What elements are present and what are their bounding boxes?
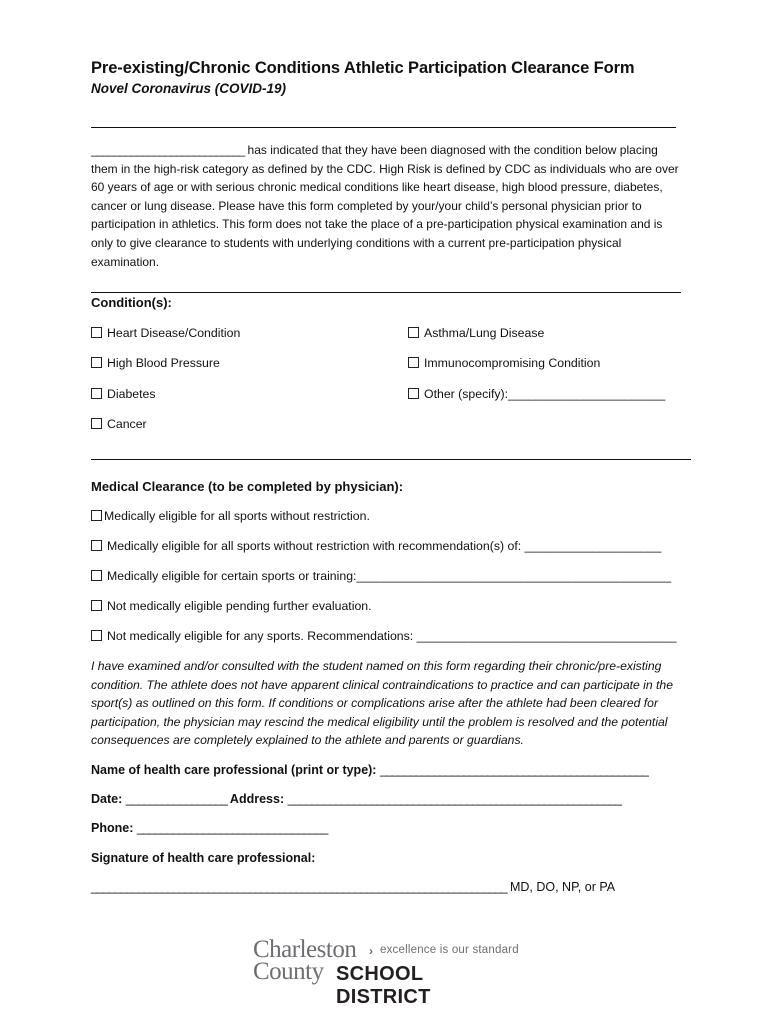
district-logo [253, 936, 523, 1008]
clearance-option-eligible-all[interactable]: Medically eligible for all sports without restriction. [91, 509, 370, 523]
form-title: Pre-existing/Chronic Conditions Athletic Participation Clearance Form [91, 59, 635, 77]
student-name-blank[interactable]: ___________________________ [91, 143, 245, 157]
phone-input[interactable]: ________________________________ [136, 821, 328, 835]
condition-heart-disease[interactable]: Heart Disease/Condition [91, 326, 240, 340]
clearance-option-pending-evaluation[interactable]: Not medically eligible pending further evaluation. [91, 599, 372, 613]
clearance-option-eligible-recommendations[interactable]: Medically eligible for all sports without restriction with recommendation(s) of: ____________________ [91, 539, 661, 553]
condition-high-blood-pressure[interactable]: High Blood Pressure [91, 356, 220, 370]
form-subtitle: Novel Coronavirus (COVID-19) [91, 81, 287, 96]
condition-other-specify[interactable]: Other (specify):_______________________ [408, 387, 665, 401]
checkbox-icon[interactable] [91, 630, 102, 641]
checkbox-icon[interactable] [91, 357, 102, 368]
checkbox-icon[interactable] [91, 570, 102, 581]
professional-name-label: Name of health care professional (print or type): [91, 763, 380, 777]
checkbox-icon[interactable] [91, 388, 102, 399]
logo-arrow-icon: › [369, 944, 373, 958]
date-label: Date: [91, 792, 126, 806]
condition-immunocompromising[interactable]: Immunocompromising Condition [408, 356, 600, 370]
checkbox-icon[interactable] [91, 418, 102, 429]
clearance-heading: Medical Clearance (to be completed by physician): [91, 479, 404, 494]
phone-field [91, 821, 327, 835]
checkbox-icon[interactable] [91, 510, 102, 521]
logo-tagline: excellence is our standard [380, 944, 519, 956]
checkbox-icon[interactable] [91, 540, 102, 551]
professional-name-input[interactable]: _____________________________________________ [379, 763, 648, 777]
signature-label: Signature of health care professional: [91, 851, 316, 865]
intro-paragraph [91, 141, 686, 271]
signature-credentials: MD, DO, NP, or PA [506, 880, 616, 894]
divider-clearance [91, 459, 691, 460]
condition-asthma-lung[interactable]: Asthma/Lung Disease [408, 326, 544, 340]
checkbox-icon[interactable] [408, 327, 419, 338]
date-input[interactable]: _________________ [125, 792, 227, 806]
phone-label: Phone: [91, 821, 137, 835]
logo-county: County [253, 958, 324, 985]
condition-cancer[interactable]: Cancer [91, 417, 147, 431]
checkbox-icon[interactable] [91, 327, 102, 338]
checkbox-icon[interactable] [408, 388, 419, 399]
divider-top [91, 127, 676, 128]
signature-field [91, 880, 615, 894]
checkbox-icon[interactable] [91, 600, 102, 611]
conditions-heading: Condition(s): [91, 295, 172, 310]
date-address-field [91, 792, 621, 806]
logo-charleston: Charleston [253, 936, 357, 963]
clearance-option-eligible-certain[interactable]: Medically eligible for certain sports or training:______________________________________________ [91, 569, 671, 583]
logo-school-district: SCHOOL DISTRICT [336, 963, 431, 1008]
address-input[interactable]: ________________________________________________________ [287, 792, 621, 806]
physician-statement: I have examined and/or consulted with the student named on this form regarding their chronic/pre-existing condition. The athlete does not have apparent clinical contraindications to practice and can participate in the sport(s) as outlined on this form. If conditions or complications arise after the athlete had been cleared for participation, the physician may rescind the medical eligibility until the problem is resolved and the potential consequences are completely explained to the athlete and parents or guardians. [91, 659, 673, 748]
signature-input[interactable]: _______________________________________________________________________ [91, 880, 507, 894]
clearance-option-not-eligible[interactable]: Not medically eligible for any sports. Recommendations: ______________________________________ [91, 629, 677, 643]
condition-diabetes[interactable]: Diabetes [91, 387, 156, 401]
checkbox-icon[interactable] [408, 357, 419, 368]
professional-name-field [91, 763, 648, 777]
divider-conditions [91, 292, 681, 293]
address-label: Address: [226, 792, 288, 806]
intro-text: has indicated that they have been diagnosed with the condition below placing them in the high-risk category as defined by the CDC. High Risk is defined by CDC as individuals who are over 60 years of age or with serious chronic medical conditions like heart disease, high blood pressure, diabetes, cancer or lung disease. Please have this form completed by your/your child’s personal physician prior to participation in athletics. This form does not take the place of a pre-participation physical examination and is only to give clearance to students with underlying conditions with a current pre-participation physical examination. [91, 143, 679, 269]
